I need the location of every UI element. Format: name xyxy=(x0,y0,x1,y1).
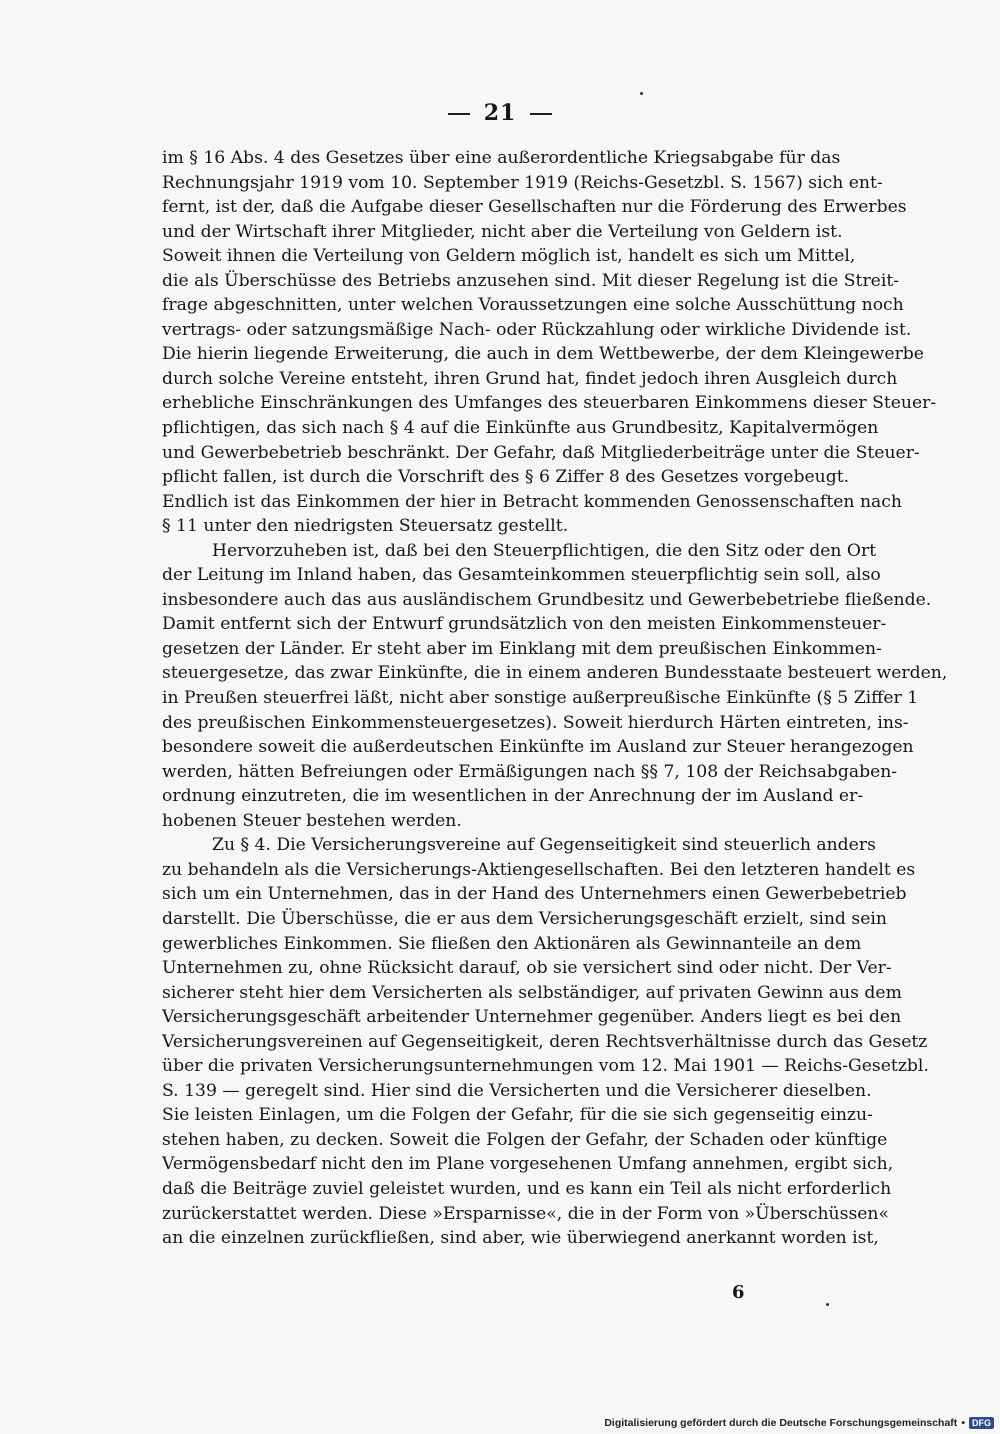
text-line: durch solche Vereine entsteht, ihren Grund hat, findet jedoch ihren Ausgleich durch xyxy=(162,368,898,389)
text-line: Versicherungsvereinen auf Gegenseitigkeit, deren Rechtsverhältnisse durch das Gesetz xyxy=(162,1031,928,1052)
text-line: besondere soweit die außerdeutschen Einkünfte im Ausland zur Steuer herangezogen xyxy=(162,737,914,758)
text-line: und der Wirtschaft ihrer Mitglieder, nicht aber die Verteilung von Geldern ist. xyxy=(162,221,843,242)
text-line: Endlich ist das Einkommen der hier in Betracht kommenden Genossenschaften nach xyxy=(162,491,902,512)
paragraph xyxy=(162,833,929,1250)
text-line: und Gewerbebetrieb beschränkt. Der Gefahr, daß Mitgliederbeiträge unter die Steuer- xyxy=(162,442,920,463)
text-line: vertrags- oder satzungsmäßige Nach- oder Rückzahlung oder wirkliche Dividende ist. xyxy=(162,319,912,340)
text-line: frage abgeschnitten, unter welchen Voraussetzungen eine solche Ausschüttung noch xyxy=(162,295,904,316)
paragraph xyxy=(162,539,948,834)
text-line: Damit entfernt sich der Entwurf grundsätzlich von den meisten Einkommensteuer- xyxy=(162,614,887,635)
text-line: pflichtigen, das sich nach § 4 auf die Einkünfte aus Grundbesitz, Kapitalvermögen xyxy=(162,418,879,439)
text-line: stehen haben, zu decken. Soweit die Folgen der Gefahr, der Schaden oder künftige xyxy=(162,1129,888,1150)
page-number: 21 xyxy=(483,100,517,126)
header-dash-left xyxy=(448,113,470,115)
text-line: Versicherungsgeschäft arbeitender Unternehmer gegenüber. Anders liegt es bei den xyxy=(162,1007,902,1028)
text-line: Sie leisten Einlagen, um die Folgen der Gefahr, für die sie sich gegenseitig einzu- xyxy=(162,1105,873,1126)
text-line: daß die Beiträge zuviel geleistet wurden, und es kann ein Teil als nicht erforderlich xyxy=(162,1178,892,1199)
text-line: Hervorzuheben ist, daß bei den Steuerpflichtigen, die den Sitz oder den Ort xyxy=(212,540,877,561)
text-line: ordnung einzutreten, die im wesentlichen in der Anrechnung der im Ausland er- xyxy=(162,786,864,807)
footer-separator: • xyxy=(961,1417,965,1429)
text-line: die als Überschüsse des Betriebs anzusehen sind. Mit dieser Regelung ist die Streit- xyxy=(162,270,900,291)
text-line: hobenen Steuer bestehen werden. xyxy=(162,810,462,831)
paragraph xyxy=(162,146,937,539)
page-header xyxy=(0,100,1000,126)
text-line: in Preußen steuerfrei läßt, nicht aber sonstige außerpreußische Einkünfte (§ 5 Ziffer 1 xyxy=(162,688,919,709)
text-line: pflicht fallen, ist durch die Vorschrift des § 6 Ziffer 8 des Gesetzes vorgebeugt. xyxy=(162,467,850,488)
print-speck xyxy=(640,92,643,95)
print-speck xyxy=(826,1303,829,1306)
text-line: § 11 unter den niedrigsten Steuersatz gestellt. xyxy=(162,516,569,537)
text-line: Vermögensbedarf nicht den im Plane vorgesehenen Umfang annehmen, ergibt sich, xyxy=(162,1154,894,1175)
text-line: zurückerstattet werden. Diese »Ersparnisse«, die in der Form von »Überschüssen« xyxy=(162,1203,890,1224)
text-line: gewerbliches Einkommen. Sie fließen den Aktionären als Gewinnanteile an dem xyxy=(162,933,862,954)
footer-credit xyxy=(604,1417,994,1429)
text-line: des preußischen Einkommensteuergesetzes). Soweit hierdurch Härten eintreten, ins- xyxy=(162,712,909,733)
header-dash-right xyxy=(530,113,552,115)
dfg-logo: DFG xyxy=(969,1417,994,1429)
text-line: der Leitung im Inland haben, das Gesamteinkommen steuerpflichtig sein soll, also xyxy=(162,565,881,586)
text-line: werden, hätten Befreiungen oder Ermäßigungen nach §§ 7, 108 der Reichsabgaben- xyxy=(162,761,898,782)
signature-mark: 6 xyxy=(732,1282,745,1303)
text-line: sicherer steht hier dem Versicherten als selbständiger, auf privaten Gewinn aus dem xyxy=(162,982,902,1003)
text-line: Rechnungsjahr 1919 vom 10. September 1919 (Reichs-Gesetzbl. S. 1567) sich ent- xyxy=(162,172,883,193)
text-line: sich um ein Unternehmen, das in der Hand des Unternehmers einen Gewerbebetrieb xyxy=(162,884,907,905)
text-line: zu behandeln als die Versicherungs-Aktiengesellschaften. Bei den letzteren handelt es xyxy=(162,859,916,880)
text-line: an die einzelnen zurückfließen, sind aber, wie überwiegend anerkannt worden ist, xyxy=(162,1228,879,1249)
text-line: erhebliche Einschränkungen des Umfanges des steuerbaren Einkommens dieser Steuer- xyxy=(162,393,937,414)
text-line: über die privaten Versicherungsunternehmungen vom 12. Mai 1901 — Reichs-Gesetzbl. xyxy=(162,1056,929,1077)
body-text xyxy=(162,146,948,1251)
text-line: Soweit ihnen die Verteilung von Geldern möglich ist, handelt es sich um Mittel, xyxy=(162,246,856,267)
text-line: Die hierin liegende Erweiterung, die auch in dem Wettbewerbe, der dem Kleingewerbe xyxy=(162,344,924,365)
text-line: fernt, ist der, daß die Aufgabe dieser Gesellschaften nur die Förderung des Erwerbes xyxy=(162,197,907,218)
text-line: im § 16 Abs. 4 des Gesetzes über eine außerordentliche Kriegsabgabe für das xyxy=(162,148,841,168)
text-line: S. 139 — geregelt sind. Hier sind die Versicherten und die Versicherer dieselben. xyxy=(162,1080,872,1101)
text-line: gesetzen der Länder. Er steht aber im Einklang mit dem preußischen Einkommen- xyxy=(162,638,882,659)
text-line: darstellt. Die Überschüsse, die er aus dem Versicherungsgeschäft erzielt, sind sein xyxy=(162,908,887,929)
text-line: Unternehmen zu, ohne Rücksicht darauf, ob sie versichert sind oder nicht. Der Ver- xyxy=(162,958,892,979)
text-line: insbesondere auch das aus ausländischem Grundbesitz und Gewerbebetriebe fließende. xyxy=(162,589,932,610)
text-line: steuergesetze, das zwar Einkünfte, die in einem anderen Bundesstaate besteuert werden, xyxy=(162,663,948,684)
text-line: Zu § 4. Die Versicherungsvereine auf Gegenseitigkeit sind steuerlich anders xyxy=(212,835,876,856)
footer-text: Digitalisierung gefördert durch die Deutsche Forschungsgemeinschaft xyxy=(604,1417,958,1429)
